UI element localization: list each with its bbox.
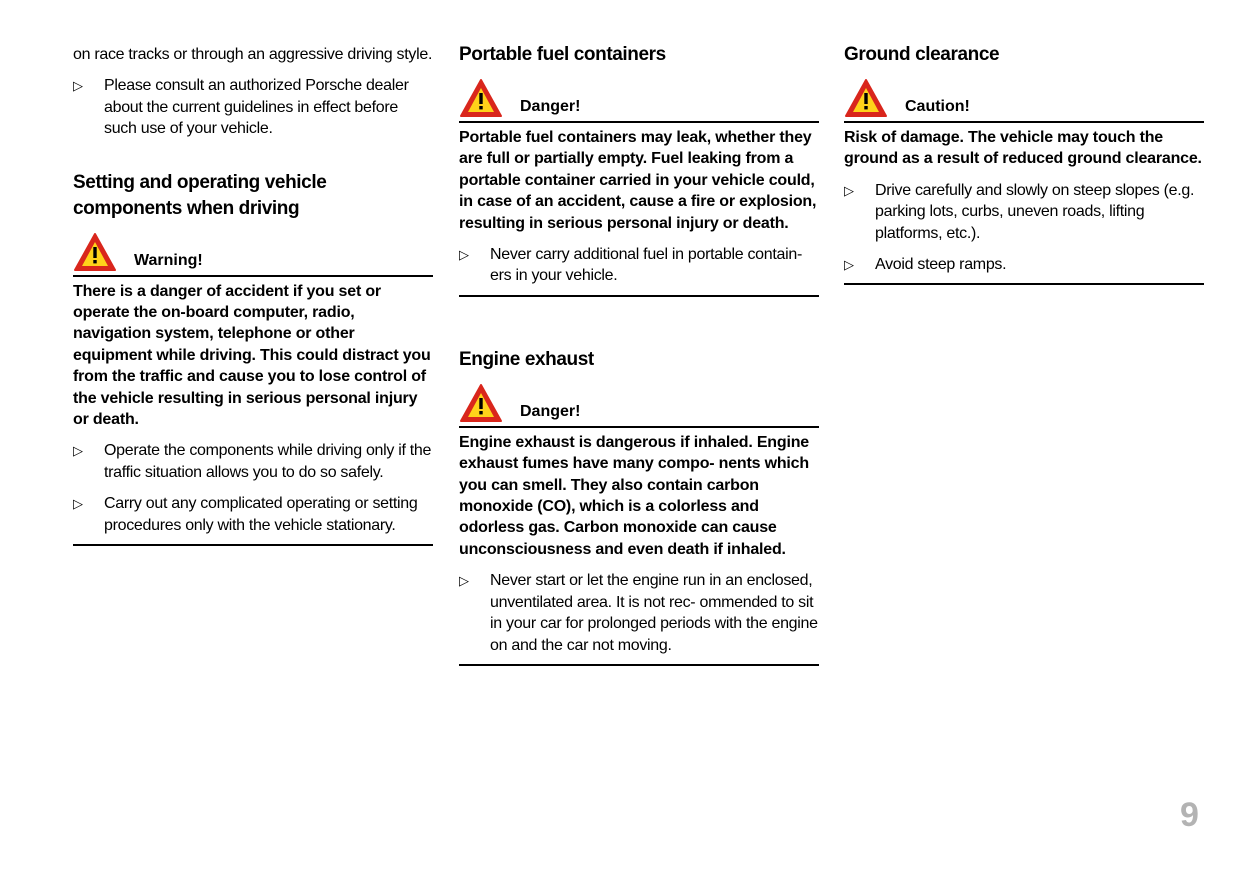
list-item-text: Operate the components while driving only if the traffic situation allows you to do so safely. (104, 442, 432, 481)
page-number: 9 (1180, 796, 1199, 834)
list-item-text: Never carry additional fuel in portable contain- ers in your vehicle. (490, 246, 802, 285)
section-steps (459, 570, 819, 656)
notice-header (73, 232, 433, 277)
triangle-bullet-icon: ▷ (844, 257, 854, 273)
notice-label: Caution! (905, 98, 970, 115)
warning-triangle-icon (459, 383, 503, 423)
list-item-text: Avoid steep ramps. (875, 256, 1007, 274)
section-end-rule (459, 664, 819, 666)
section-heading-ground-clearance: Ground clearance (844, 44, 1000, 65)
list-item (459, 244, 819, 287)
notice-text: Risk of damage. The vehicle may touch the ground as a result of reduced ground clearance. (844, 129, 1202, 168)
section-end-rule (73, 544, 433, 546)
column-right (844, 44, 1204, 285)
list-item (844, 180, 1204, 244)
section-steps (73, 440, 433, 536)
triangle-bullet-icon: ▷ (459, 247, 469, 263)
list-item (844, 254, 1204, 275)
danger-notice (459, 78, 819, 234)
section-heading-vehicle-components: Setting and operating vehicle components when driving (73, 171, 327, 219)
continuation-text: on race tracks or through an aggressive driving style. (73, 46, 433, 63)
section-heading-engine-exhaust: Engine exhaust (459, 348, 594, 370)
list-item (73, 493, 433, 536)
notice-header (844, 78, 1204, 123)
section-steps (459, 244, 819, 287)
warning-triangle-icon (844, 78, 888, 118)
triangle-bullet-icon: ▷ (844, 182, 854, 198)
danger-notice (459, 383, 819, 560)
notice-label: Danger! (520, 98, 581, 115)
warning-notice (73, 232, 433, 431)
notice-text: There is a danger of accident if you set or operate the on-board computer, radio, navigation system, telephone or other equipment while driving. This could distract you from the traffic and cause you to lose control of the vehicle resulting in serious personal injury or death. (73, 282, 431, 429)
warning-triangle-icon (73, 232, 117, 272)
section-heading-portable-fuel: Portable fuel containers (459, 44, 666, 65)
triangle-bullet-icon: ▷ (73, 443, 83, 459)
list-item-text: Carry out any complicated operating or setting procedures only with the vehicle stationary. (104, 495, 418, 534)
notice-text: Portable fuel containers may leak, whether they are full or partially empty. Fuel leaking from a portable container carried in your vehicle could, in case of an accident, cause a fire or explosion, resulting in serious personal injury or death. (459, 129, 817, 232)
list-item (73, 75, 433, 139)
intro-steps (73, 75, 433, 139)
column-middle (459, 44, 819, 666)
section-end-rule (844, 283, 1204, 285)
triangle-bullet-icon: ▷ (459, 573, 469, 589)
notice-label: Danger! (520, 402, 581, 420)
notice-text: Engine exhaust is dangerous if inhaled. Engine exhaust fumes have many compo- nents which you can smell. They also contain carbon monoxide (CO), which is a colorless and odorless gas. Carbon monoxide can cause unconsciousness and even death if inhaled. (459, 433, 809, 558)
notice-header (459, 78, 819, 123)
list-item (459, 570, 819, 656)
triangle-bullet-icon: ▷ (73, 496, 83, 512)
warning-triangle-icon (459, 78, 503, 118)
list-item-text: Drive carefully and slowly on steep slopes (e.g. parking lots, curbs, uneven roads, lifting platforms, etc.). (875, 181, 1195, 242)
list-item-text: Please consult an authorized Porsche dealer about the current guidelines in effect before such use of your vehicle. (104, 77, 409, 138)
section-steps (844, 180, 1204, 276)
list-item-text: Never start or let the engine run in an enclosed, unventilated area. It is not rec- ommended to sit in your car for prolonged periods with the engine on and the car not moving. (490, 572, 818, 654)
column-left (73, 44, 433, 546)
triangle-bullet-icon: ▷ (73, 78, 83, 94)
notice-label: Warning! (134, 251, 203, 269)
section-end-rule (459, 295, 819, 297)
caution-notice (844, 78, 1204, 170)
list-item (73, 440, 433, 483)
notice-header (459, 383, 819, 428)
